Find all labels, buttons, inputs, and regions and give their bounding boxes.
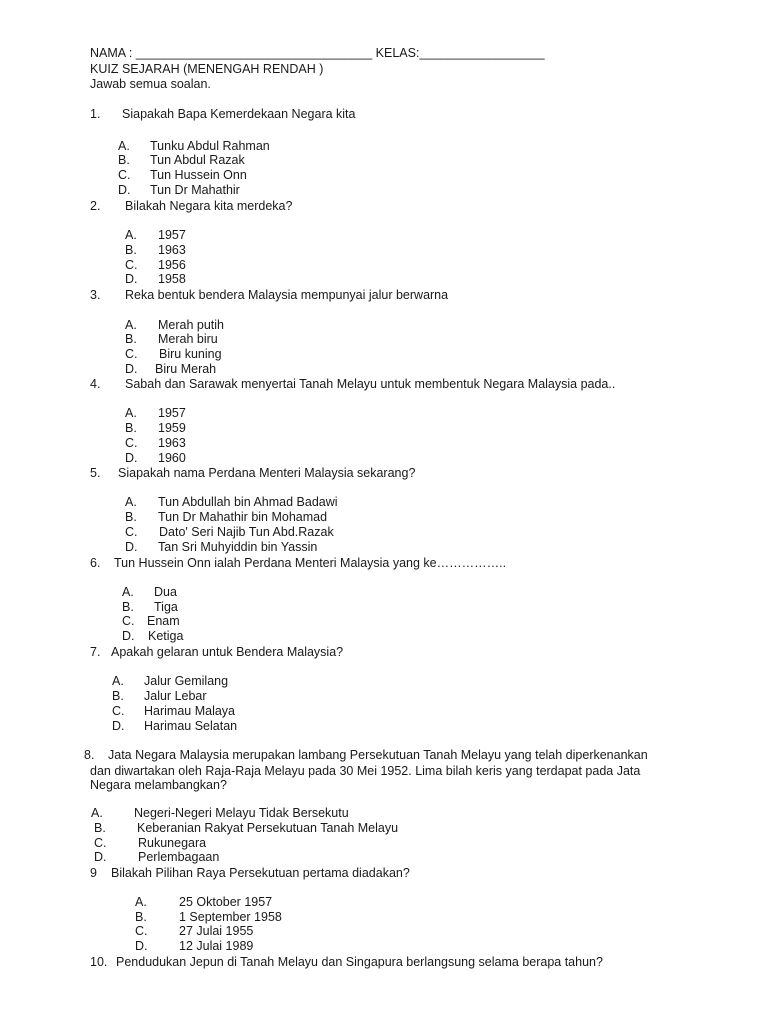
option-letter: C. [122, 614, 135, 628]
option-letter: D. [135, 939, 148, 953]
option-letter: B. [118, 153, 130, 167]
option-text: Merah biru [158, 332, 218, 346]
option-text: Tun Dr Mahathir [150, 183, 240, 197]
question-number: 9 [90, 866, 97, 880]
option-letter: D. [125, 362, 138, 376]
option-letter: A. [125, 228, 137, 242]
question-8 [84, 748, 648, 763]
option-letter: D. [118, 183, 131, 197]
question-number: 6. [90, 556, 101, 570]
question-number: 8. [84, 748, 95, 762]
question-text: Sabah dan Sarawak menyertai Tanah Melayu untuk membentuk Negara Malaysia pada.. [125, 377, 616, 391]
option-text: 1957 [158, 406, 186, 420]
question-text: Bilakah Pilihan Raya Persekutuan pertama diadakan? [111, 866, 410, 880]
question-text: Pendudukan Jepun di Tanah Melayu dan Singapura berlangsung selama berapa tahun? [116, 955, 603, 969]
option-text: Jalur Gemilang [144, 674, 229, 688]
option-text: 1963 [158, 436, 186, 450]
option-letter: B. [125, 421, 137, 435]
option-text: Rukunegara [138, 836, 207, 850]
option-text: 12 Julai 1989 [179, 939, 254, 953]
question-text: Apakah gelaran untuk Bendera Malaysia? [111, 645, 344, 659]
option-text: Keberanian Rakyat Persekutuan Tanah Melayu [137, 821, 399, 835]
option-letter: A. [112, 674, 124, 688]
option-letter: D. [125, 272, 138, 286]
option-text: Biru kuning [159, 347, 222, 361]
question-1 [90, 107, 355, 122]
question-text-line-2: dan diwartakan oleh Raja-Raja Melayu pada 30 Mei 1952. Lima bilah keris yang terdapat pada Jata [90, 764, 641, 778]
option-letter: C. [125, 525, 138, 539]
option-text: Tun Abdul Razak [150, 153, 245, 167]
option-letter: C. [125, 347, 138, 361]
option-letter: B. [122, 600, 134, 614]
question-number: 2. [90, 199, 101, 213]
option-letter: D. [122, 629, 135, 643]
question-text-line-1: Jata Negara Malaysia merupakan lambang Persekutuan Tanah Melayu yang telah diperkenankan [108, 748, 648, 762]
option-text: 1958 [158, 272, 186, 286]
question-text: Siapakah Bapa Kemerdekaan Negara kita [122, 107, 356, 121]
option-text: Dato' Seri Najib Tun Abd.Razak [159, 525, 334, 539]
option-letter: C. [118, 168, 131, 182]
question-text: Bilakah Negara kita merdeka? [125, 199, 293, 213]
option-letter: B. [125, 510, 137, 524]
option-letter: D. [112, 719, 125, 733]
option-letter: A. [135, 895, 147, 909]
question-number: 10. [90, 955, 108, 969]
question-text: Reka bentuk bendera Malaysia mempunyai jalur berwarna [125, 288, 449, 302]
option-text: Perlembagaan [138, 850, 220, 864]
question-5 [90, 466, 415, 481]
quiz-title: KUIZ SEJARAH (MENENGAH RENDAH ) [90, 62, 324, 76]
option-text: 1960 [158, 451, 186, 465]
option-text: Jalur Lebar [144, 689, 207, 703]
option-letter: C. [135, 924, 148, 938]
option-letter: B. [125, 243, 137, 257]
question-10 [90, 955, 603, 970]
option-text: Negeri-Negeri Melayu Tidak Bersekutu [134, 806, 349, 820]
question-2 [90, 199, 292, 214]
option-letter: D. [94, 850, 107, 864]
question-9 [90, 866, 410, 881]
option-text: 1 September 1958 [179, 910, 282, 924]
option-text: 1959 [158, 421, 186, 435]
option-letter: A. [125, 495, 137, 509]
option-text: 25 Oktober 1957 [179, 895, 273, 909]
question-6 [90, 556, 506, 571]
question-number: 1. [90, 107, 101, 121]
question-number: 4. [90, 377, 101, 391]
option-text: 27 Julai 1955 [179, 924, 254, 938]
option-letter: D. [125, 540, 138, 554]
option-letter: C. [125, 436, 138, 450]
option-letter: D. [125, 451, 138, 465]
question-number: 7. [90, 645, 101, 659]
option-text: Enam [147, 614, 180, 628]
option-letter: C. [125, 258, 138, 272]
question-7 [90, 645, 343, 660]
option-text: Ketiga [148, 629, 184, 643]
question-number: 5. [90, 466, 101, 480]
option-letter: C. [112, 704, 125, 718]
option-letter: A. [125, 318, 137, 332]
option-letter: A. [125, 406, 137, 420]
option-text: 1956 [158, 258, 186, 272]
option-letter: B. [112, 689, 124, 703]
option-text: Tun Hussein Onn [150, 168, 247, 182]
option-text: Tunku Abdul Rahman [150, 139, 270, 153]
option-text: Tiga [154, 600, 178, 614]
option-text: Harimau Malaya [144, 704, 236, 718]
name-class-line: NAMA : __________________________________ KELAS:__________________ [90, 46, 545, 60]
option-text: Dua [154, 585, 177, 599]
option-text: 1963 [158, 243, 186, 257]
question-text-line-3: Negara melambangkan? [90, 778, 227, 792]
option-letter: A. [118, 139, 130, 153]
option-letter: A. [91, 806, 103, 820]
question-4 [90, 377, 615, 392]
option-text: Tun Abdullah bin Ahmad Badawi [158, 495, 338, 509]
option-text: 1957 [158, 228, 186, 242]
question-3 [90, 288, 448, 303]
option-letter: A. [122, 585, 134, 599]
instruction: Jawab semua soalan. [90, 77, 211, 91]
option-letter: B. [135, 910, 147, 924]
option-letter: B. [94, 821, 106, 835]
option-letter: B. [125, 332, 137, 346]
option-text: Merah putih [158, 318, 225, 332]
option-text: Harimau Selatan [144, 719, 238, 733]
question-number: 3. [90, 288, 101, 302]
option-text: Tan Sri Muhyiddin bin Yassin [158, 540, 318, 554]
question-text: Siapakah nama Perdana Menteri Malaysia sekarang? [118, 466, 416, 480]
option-letter: C. [94, 836, 107, 850]
option-text: Tun Dr Mahathir bin Mohamad [158, 510, 328, 524]
question-text: Tun Hussein Onn ialah Perdana Menteri Malaysia yang ke…………….. [114, 556, 507, 570]
option-text: Biru Merah [155, 362, 217, 376]
